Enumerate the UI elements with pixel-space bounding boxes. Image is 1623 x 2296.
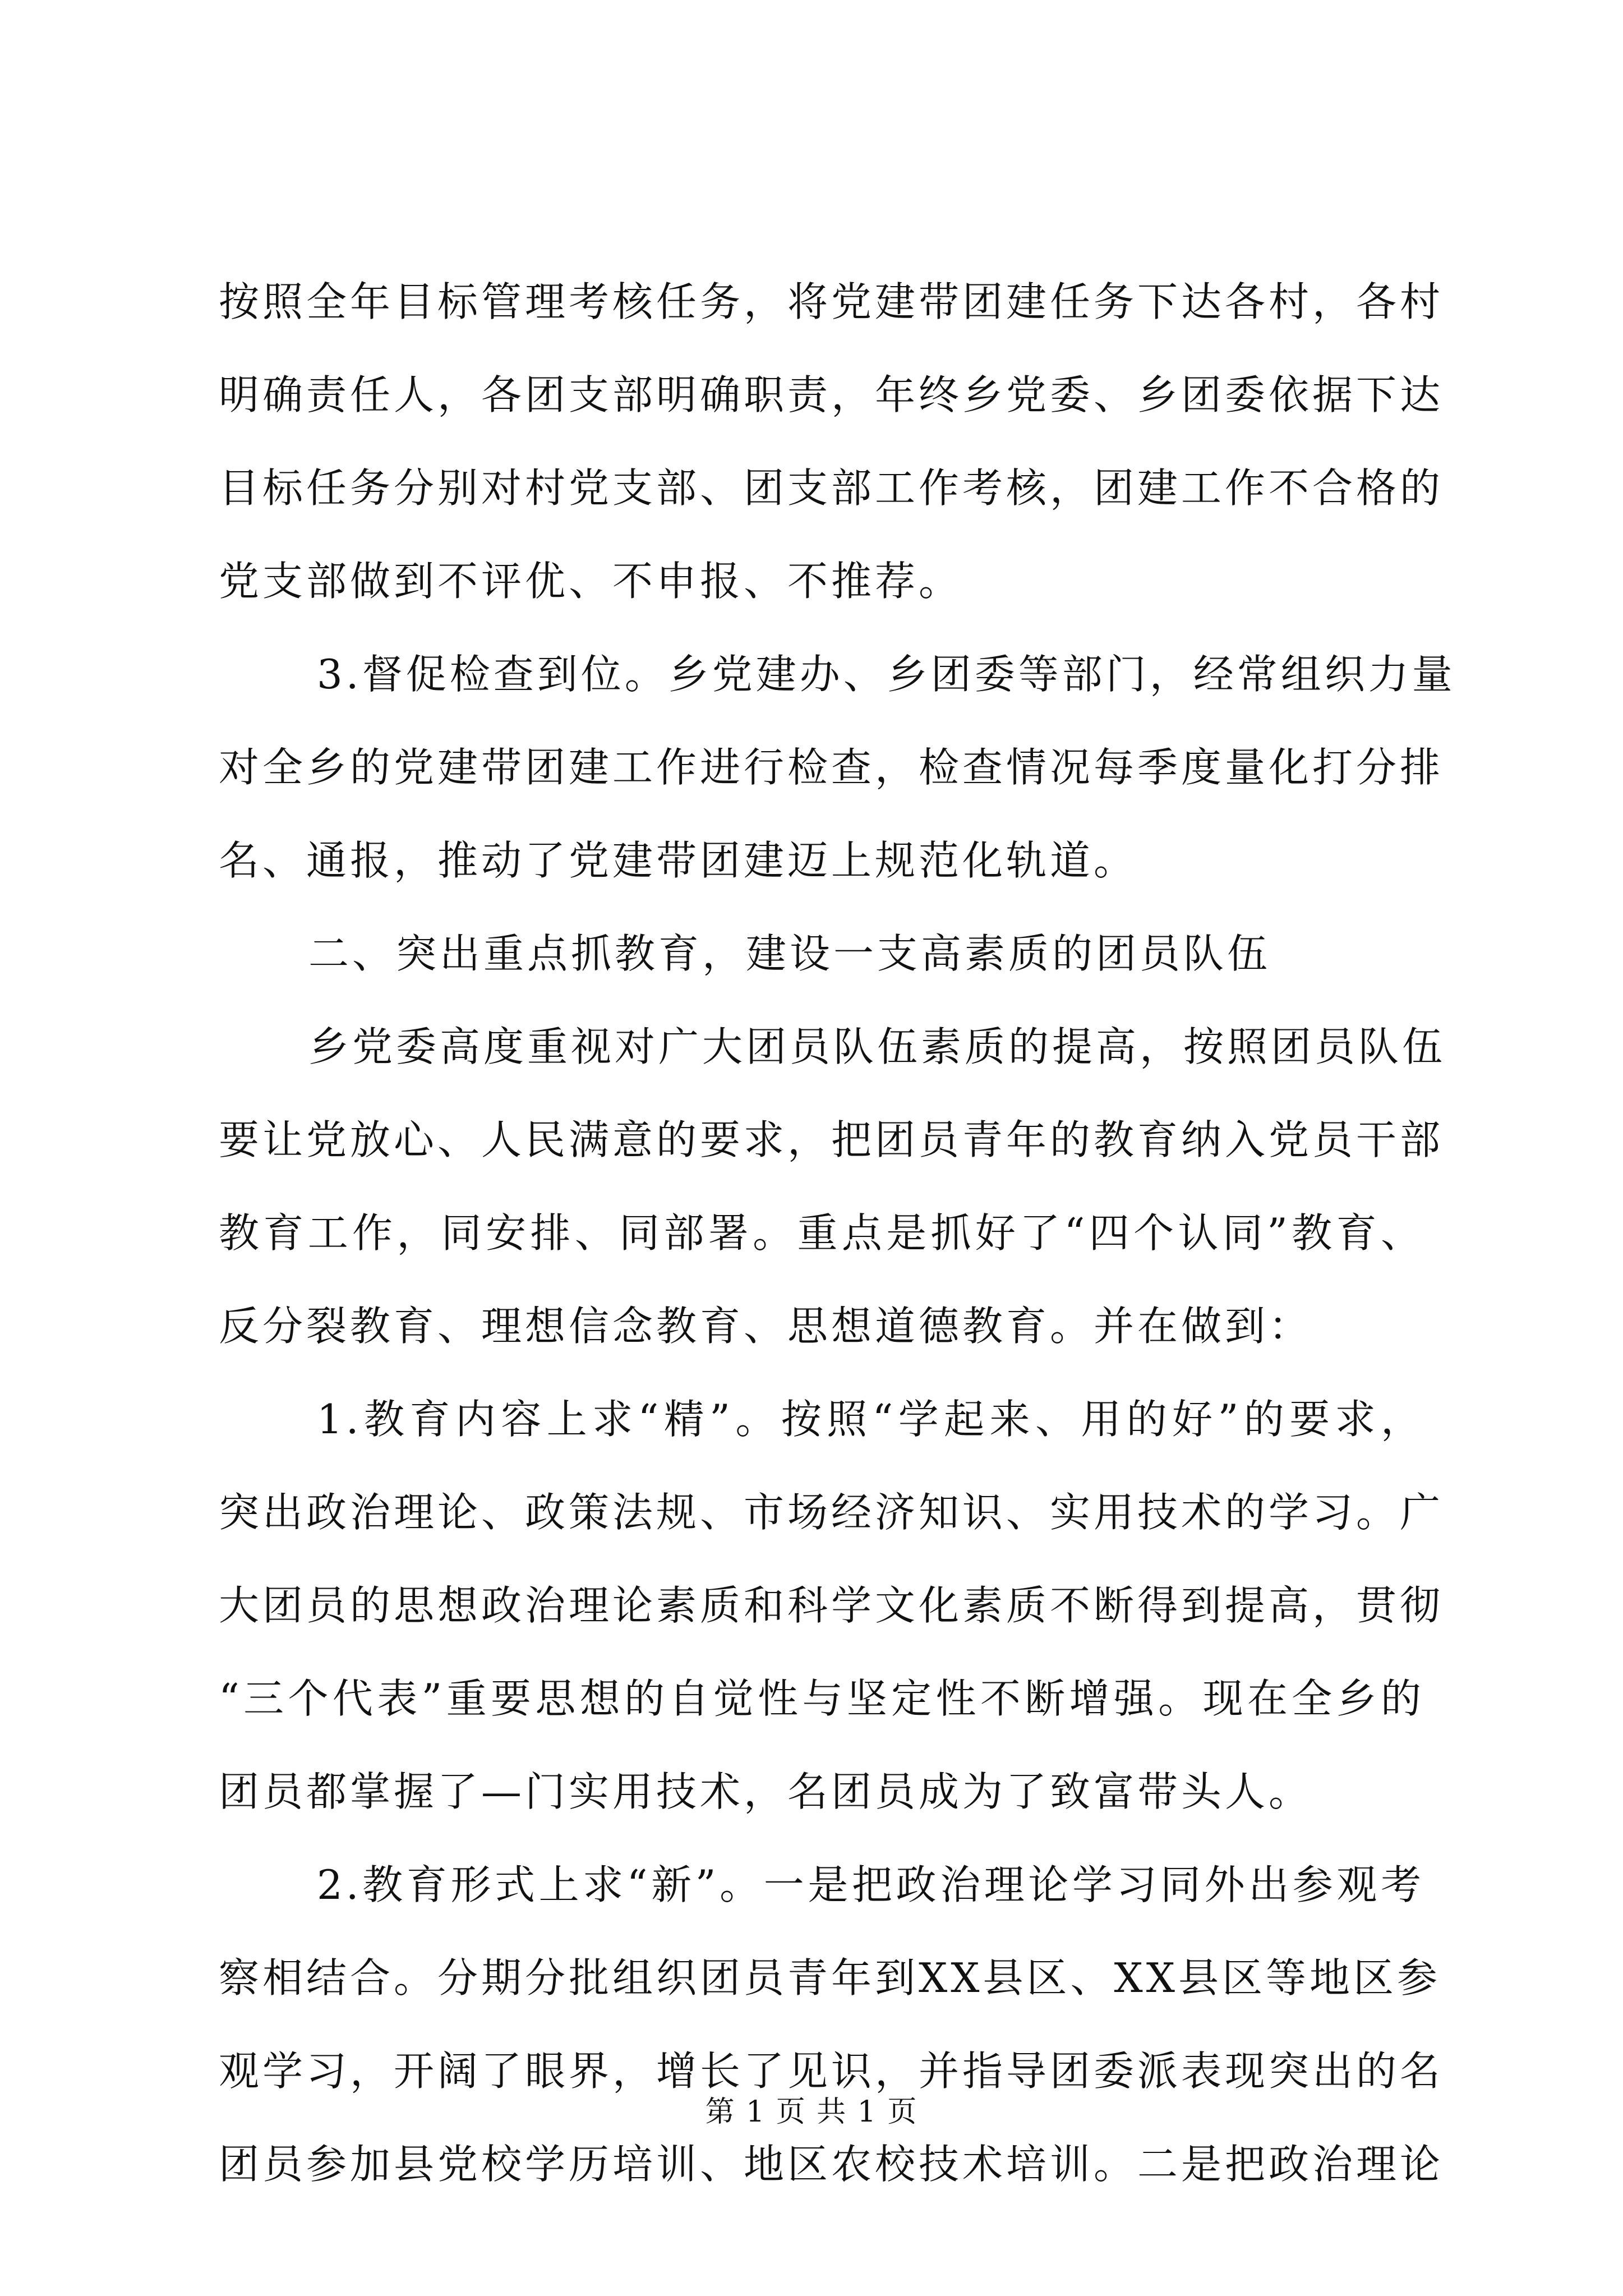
paragraph-line: 乡党委高度重视对广大团员队伍素质的提高，按照团员队伍 [308,1023,1446,1070]
paragraph-line: 2.教育形式上求“新”。一是把政治理论学习同外出参观考 [317,1861,1424,1908]
paragraph-line: 按照全年目标管理考核任务，将党建带团建任务下达各村，各村 [219,278,1444,325]
page-footer: 第 1 页 共 1 页 [705,2095,918,2129]
paragraph-line: 名、通报，推动了党建带团建迈上规范化轨道。 [219,837,1138,884]
document-body [219,255,1456,2211]
section-heading: 二、突出重点抓教育，建设一支高素质的团员队伍 [308,930,1271,977]
paragraph-line: 1.教育内容上求“精”。按照“学起来、用的好”的要求， [317,1396,1424,1443]
paragraph-line: 大团员的思想政治理论素质和科学文化素质不断得到提高，贯彻 [219,1582,1444,1629]
paragraph-line: 突出政治理论、政策法规、市场经济知识、实用技术的学习。广 [219,1489,1444,1536]
paragraph-line: 目标任务分别对村党支部、团支部工作考核，团建工作不合格的 [219,464,1444,512]
paragraph-line: 团员参加县党校学历培训、地区农校技术培训。二是把政治理论 [219,2141,1444,2188]
paragraph-line: 3.督促检查到位。乡党建办、乡团委等部门，经常组织力量 [317,651,1456,698]
paragraph-line: 团员都掌握了—门实用技术，名团员成为了致富带头人。 [219,1768,1313,1815]
paragraph-line: 观学习，开阔了眼界，增长了见识，并指导团委派表现突出的名 [219,2047,1444,2095]
paragraph-line: 反分裂教育、理想信念教育、思想道德教育。并在做到： [219,1303,1313,1350]
paragraph-line: 要让党放心、人民满意的要求，把团员青年的教育纳入党员干部 [219,1116,1444,1163]
paragraph-line: 察相结合。分期分批组织团员青年到XX县区、XX县区等地区参 [219,1954,1441,2001]
paragraph-line: 对全乡的党建带团建工作进行检查，检查情况每季度量化打分排 [219,744,1444,791]
paragraph-line: “三个代表”重要思想的自觉性与坚定性不断增强。现在全乡的 [219,1675,1424,1722]
paragraph-line: 党支部做到不评优、不申报、不推荐。 [219,558,963,605]
paragraph-line: 明确责任人，各团支部明确职责，年终乡党委、乡团委依据下达 [219,371,1444,418]
paragraph-line: 教育工作，同安排、同部署。重点是抓好了“四个认同”教育、 [219,1209,1424,1257]
